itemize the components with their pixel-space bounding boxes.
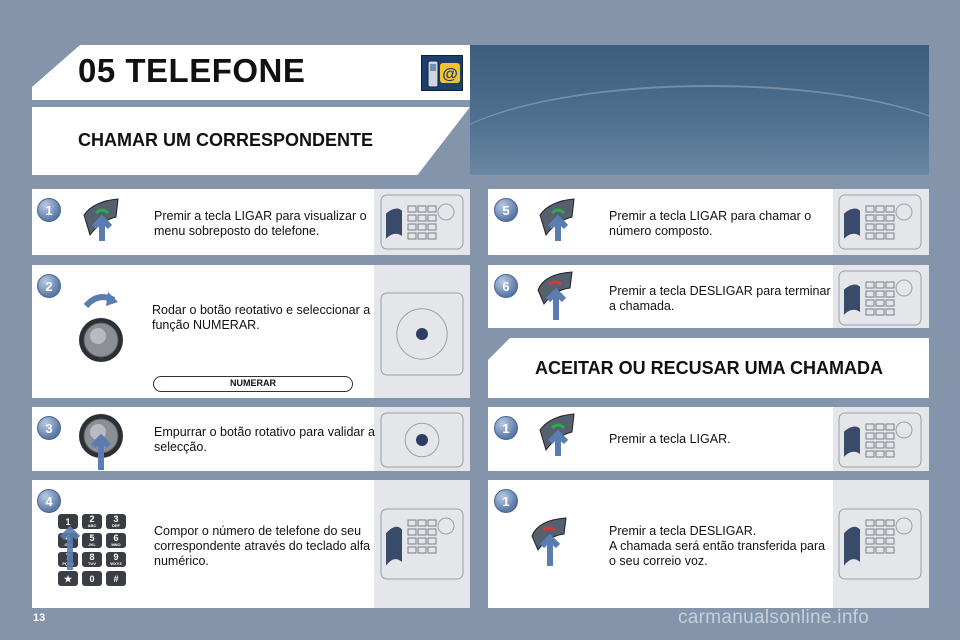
keypad-key-label: ★ xyxy=(63,573,73,584)
accept-text: Premir a tecla LIGAR. xyxy=(609,432,731,446)
keypad-key-label: 5 xyxy=(89,533,95,543)
keypad-key-sublabel: GHI xyxy=(64,542,72,547)
step-2-text: Rodar o botão reotativo e seleccionar a função NUMERAR. xyxy=(152,303,371,332)
reject-text xyxy=(609,524,834,569)
head-unit-diagram xyxy=(380,292,464,376)
page-title: 05 TELEFONE xyxy=(78,52,306,89)
head-unit-diagram xyxy=(838,412,922,468)
keypad-key xyxy=(106,514,126,529)
phone-email-icon xyxy=(421,55,463,91)
keypad-key-label: 3 xyxy=(113,514,119,524)
head-unit-diagram xyxy=(838,270,922,326)
keypad-key-sublabel: DEF xyxy=(112,523,120,528)
call-button-icon xyxy=(532,410,592,460)
hangup-button-icon xyxy=(526,514,586,570)
section-title: CHAMAR UM CORRESPONDENTE xyxy=(78,130,374,150)
step-badge-6: 6 xyxy=(494,274,518,298)
keypad-key xyxy=(106,552,126,567)
numerar-label: NUMERAR xyxy=(153,376,353,392)
step-badge-reject: 1 xyxy=(494,489,518,513)
svg-text:@: @ xyxy=(442,66,458,83)
keypad-key-label: 7 xyxy=(65,552,71,562)
call-button-icon xyxy=(532,195,592,245)
keypad-key-label: 1 xyxy=(65,516,71,527)
call-button-icon xyxy=(76,195,136,245)
keypad-key-sublabel: MNO xyxy=(111,542,121,547)
keypad-key-label: 9 xyxy=(113,552,119,562)
head-unit-diagram xyxy=(838,508,922,580)
step-6-text: Premir a tecla DESLIGAR para terminar a chamada. xyxy=(609,284,831,313)
keypad-key-sublabel: JKL xyxy=(88,542,96,547)
keypad-key-sublabel: PQRS xyxy=(62,561,74,566)
head-unit-diagram xyxy=(380,194,464,250)
keypad-key-label: 2 xyxy=(89,514,95,524)
keypad-key-label: 4 xyxy=(65,533,71,543)
keypad-key-sublabel: TUV xyxy=(88,561,96,566)
keypad-key-sublabel: WXYZ xyxy=(110,561,122,566)
rotary-knob-icon xyxy=(74,408,130,472)
keypad-key-label: # xyxy=(113,573,119,584)
press-arrow-icon xyxy=(56,524,86,574)
accept-section-title: ACEITAR OU RECUSAR UMA CHAMADA xyxy=(535,358,883,378)
keypad-key-sublabel: ABC xyxy=(87,523,97,528)
keypad-key xyxy=(106,571,126,586)
head-unit-diagram xyxy=(380,508,464,580)
hangup-button-icon xyxy=(532,268,592,324)
step-badge-2: 2 xyxy=(37,274,61,298)
watermark: carmanualsonline.info xyxy=(678,607,870,628)
step-5-text: Premir a tecla LIGAR para chamar o número composto. xyxy=(609,209,812,238)
step-badge-5: 5 xyxy=(494,198,518,222)
keypad-key-label: 6 xyxy=(113,533,119,543)
step-4-text: Compor o número de telefone do seu correspondente através do teclado alfa numérico. xyxy=(154,524,371,568)
header-banner xyxy=(470,45,929,175)
reject-text-line-2: A chamada será então transferida para o seu correio voz. xyxy=(609,539,826,568)
keypad-key-label: 0 xyxy=(89,573,95,584)
keypad-key xyxy=(106,533,126,548)
reject-text-line-1: Premir a tecla DESLIGAR. xyxy=(609,524,757,538)
page-number: 13 xyxy=(33,612,46,624)
step-3-text: Empurrar o botão rotativo para validar a selecção. xyxy=(154,425,375,454)
step-badge-1: 1 xyxy=(37,198,61,222)
head-unit-diagram xyxy=(380,412,464,468)
head-unit-diagram xyxy=(838,194,922,250)
step-badge-accept: 1 xyxy=(494,416,518,440)
rotary-knob-icon xyxy=(74,290,130,366)
step-badge-4: 4 xyxy=(37,489,61,513)
keypad-key-label: 8 xyxy=(89,552,95,562)
step-badge-3: 3 xyxy=(37,416,61,440)
step-1-text: Premir a tecla LIGAR para visualizar o menu sobreposto do telefone. xyxy=(154,209,367,238)
